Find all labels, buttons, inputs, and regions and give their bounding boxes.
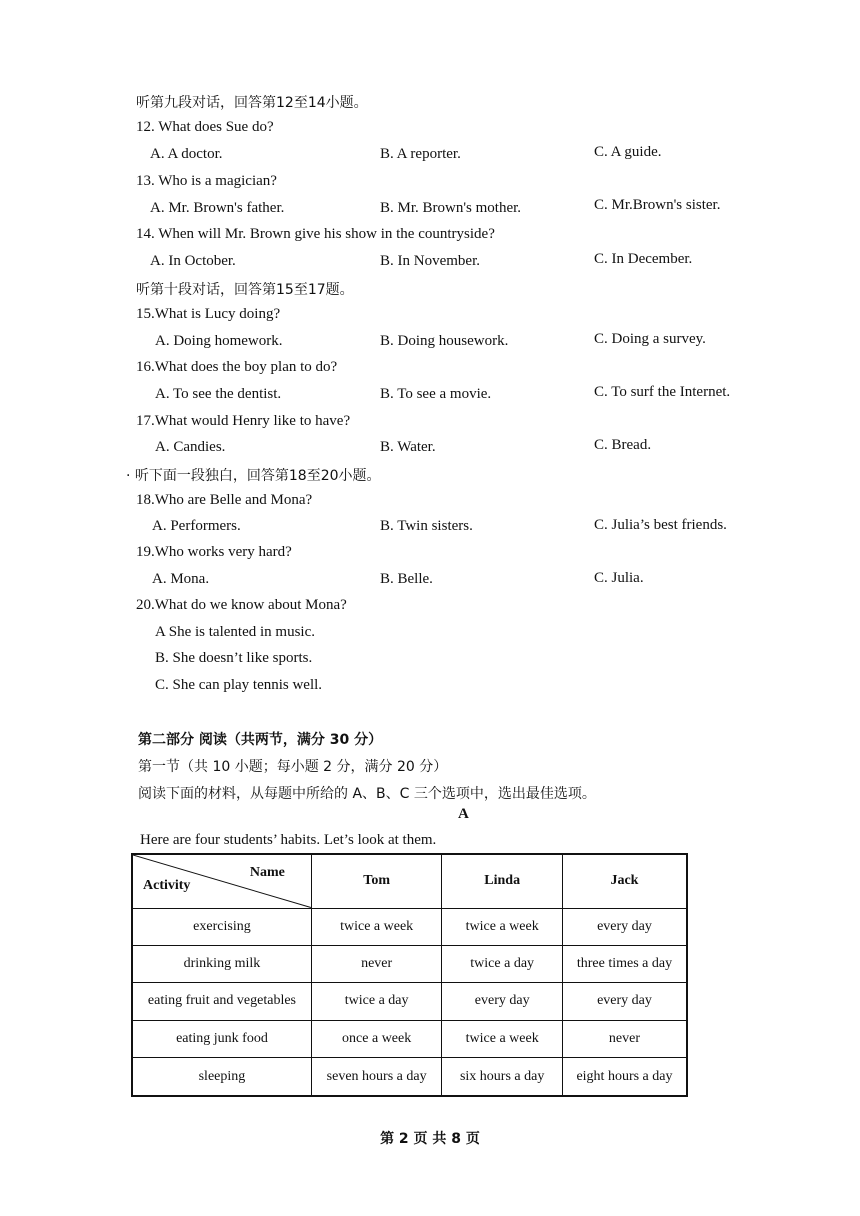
q13-option-b: B. Mr. Brown's mother. xyxy=(380,200,522,216)
q15-option-c: C. Doing a survey. xyxy=(594,331,706,347)
q14-option-a: A. In October. xyxy=(150,253,236,269)
part2-instruction: 阅读下面的材料，从每题中所给的 A、B、C 三个选项中，选出最佳选项。 xyxy=(138,786,596,802)
question-13: 13. Who is a magician? xyxy=(136,173,277,189)
row-activity: exercising xyxy=(132,908,311,945)
row-activity: eating fruit and vegetables xyxy=(132,983,311,1020)
instruction-section-10: 听第十段对话，回答第15至17题。 xyxy=(136,282,354,298)
q17-option-b: B. Water. xyxy=(380,439,436,455)
q18-option-c: C. Julia’s best friends. xyxy=(594,517,727,533)
row-value-tom: never xyxy=(311,945,442,982)
q20-option-c: C. She can play tennis well. xyxy=(155,677,323,693)
q19-option-b: B. Belle. xyxy=(380,571,433,587)
instruction-monologue: · 听下面一段独白，回答第18至20小题。 xyxy=(126,468,381,484)
row-value-linda: six hours a day xyxy=(442,1058,563,1097)
passage-intro: Here are four students’ habits. Let’s look at them. xyxy=(140,832,437,848)
part2-section1: 第一节（共 10 小题；每小题 2 分，满分 20 分） xyxy=(138,759,448,775)
row-value-tom: once a week xyxy=(311,1020,442,1057)
q12-option-c: C. A guide. xyxy=(594,144,662,160)
q16-option-c: C. To surf the Internet. xyxy=(594,384,731,400)
question-16: 16.What does the boy plan to do? xyxy=(136,359,338,375)
row-value-linda: every day xyxy=(442,983,563,1020)
q12-option-a: A. A doctor. xyxy=(150,146,223,162)
q15-option-a: A. Doing homework. xyxy=(155,333,283,349)
q19-option-a: A. Mona. xyxy=(152,571,210,587)
q20-option-a: A She is talented in music. xyxy=(155,624,315,640)
question-19: 19.Who works very hard? xyxy=(136,544,292,560)
row-value-linda: twice a week xyxy=(442,1020,563,1057)
question-20: 20.What do we know about Mona? xyxy=(136,597,347,613)
row-value-linda: twice a day xyxy=(442,945,563,982)
row-value-jack: every day xyxy=(562,908,687,945)
table-row xyxy=(132,983,687,1020)
header-diagonal-cell xyxy=(132,854,311,908)
q17-option-a: A. Candies. xyxy=(155,439,226,455)
row-value-tom: twice a week xyxy=(311,908,442,945)
page-footer: 第 2 页 共 8 页 xyxy=(380,1131,480,1147)
q19-option-c: C. Julia. xyxy=(594,570,644,586)
habits-table xyxy=(131,853,688,1097)
table-row xyxy=(132,908,687,945)
q18-option-a: A. Performers. xyxy=(152,518,241,534)
q16-option-a: A. To see the dentist. xyxy=(155,386,282,402)
q14-option-b: B. In November. xyxy=(380,253,480,269)
question-14: 14. When will Mr. Brown give his show in the countryside? xyxy=(136,226,495,242)
q13-option-a: A. Mr. Brown's father. xyxy=(150,200,285,216)
row-value-jack: three times a day xyxy=(562,945,687,982)
row-value-jack: every day xyxy=(562,983,687,1020)
table-row xyxy=(132,1058,687,1097)
passage-letter: A xyxy=(458,806,469,822)
question-18: 18.Who are Belle and Mona? xyxy=(136,492,313,508)
row-value-tom: twice a day xyxy=(311,983,442,1020)
instruction-section-9: 听第九段对话，回答第12至14小题。 xyxy=(136,95,368,111)
row-activity: eating junk food xyxy=(132,1020,311,1057)
part2-title: 第二部分 阅读（共两节，满分 30 分） xyxy=(138,732,383,748)
header-tom: Tom xyxy=(311,854,442,908)
row-value-tom: seven hours a day xyxy=(311,1058,442,1097)
header-linda: Linda xyxy=(442,854,563,908)
q16-option-b: B. To see a movie. xyxy=(380,386,492,402)
row-activity: drinking milk xyxy=(132,945,311,982)
header-activity-label: Activity xyxy=(143,877,191,893)
q15-option-b: B. Doing housework. xyxy=(380,333,509,349)
q12-option-b: B. A reporter. xyxy=(380,146,461,162)
q14-option-c: C. In December. xyxy=(594,251,693,267)
question-12: 12. What does Sue do? xyxy=(136,119,274,135)
row-value-jack: eight hours a day xyxy=(562,1058,687,1097)
table-header-row xyxy=(132,854,687,908)
q17-option-c: C. Bread. xyxy=(594,437,652,453)
q18-option-b: B. Twin sisters. xyxy=(380,518,473,534)
table-row xyxy=(132,945,687,982)
header-name-label: Name xyxy=(249,865,285,880)
row-value-linda: twice a week xyxy=(442,908,563,945)
header-jack: Jack xyxy=(562,854,687,908)
row-value-jack: never xyxy=(562,1020,687,1057)
table-row xyxy=(132,1020,687,1057)
row-activity: sleeping xyxy=(132,1058,311,1097)
question-15: 15.What is Lucy doing? xyxy=(136,306,281,322)
question-17: 17.What would Henry like to have? xyxy=(136,413,351,429)
q20-option-b: B. She doesn’t like sports. xyxy=(155,650,313,666)
q13-option-c: C. Mr.Brown's sister. xyxy=(594,197,721,213)
